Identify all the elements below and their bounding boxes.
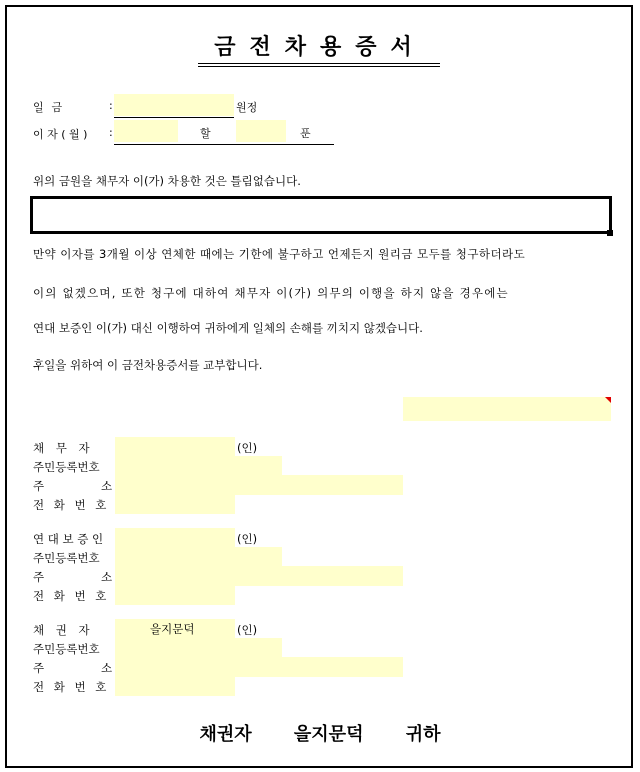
guarantor-seal: (인) <box>237 532 258 546</box>
paragraph-line-2: 이의 없겠으며, 또한 청구에 대하여 채무자 이(가) 의무의 이행을 하지 않을 경우에는 <box>33 286 509 300</box>
creditor-addr-label-1: 주 <box>33 661 45 675</box>
addressee-name: 을지문덕 <box>293 724 364 745</box>
creditor-name-value: 을지문덕 <box>150 622 195 636</box>
title-underline-double <box>198 66 440 67</box>
paragraph-line-3: 연대 보증인 이(가) 대신 이행하여 귀하에게 일체의 손해를 끼치지 않겠습니다. <box>33 321 423 335</box>
document-title: 금전차용증서 <box>214 35 426 60</box>
interest-label: 이 자 ( 월 ) <box>33 128 88 141</box>
debtor-id-label: 주민등록번호 <box>33 460 100 474</box>
guarantor-addr-label-1: 주 <box>33 570 45 584</box>
debtor-label: 채 무 자 <box>33 441 94 455</box>
debtor-id-field[interactable] <box>115 456 282 476</box>
guarantor-name-field[interactable] <box>115 528 235 548</box>
creditor-seal: (인) <box>237 623 258 637</box>
creditor-id-label: 주민등록번호 <box>33 642 100 656</box>
paragraph-line-1: 만약 이자를 3개월 이상 연체한 때에는 기한에 불구하고 언제든지 원리금 모두를 청구하더라도 <box>33 247 526 261</box>
comment-marker-icon <box>605 397 611 403</box>
selected-cell-box[interactable] <box>30 196 612 234</box>
guarantor-phone-field[interactable] <box>115 585 235 605</box>
debtor-seal: (인) <box>237 441 258 455</box>
guarantor-id-label: 주민등록번호 <box>33 551 100 565</box>
selection-handle[interactable] <box>607 230 613 236</box>
creditor-id-field[interactable] <box>115 638 282 658</box>
debtor-phone-field[interactable] <box>115 494 235 514</box>
interest-rate-field-1[interactable] <box>114 120 178 142</box>
paragraph-line-4: 후일을 위하여 이 금전차용증서를 교부합니다. <box>33 358 263 372</box>
interest-unit-2: 푼 <box>300 127 311 140</box>
principal-label: 일 금 <box>33 101 65 114</box>
principal-underline <box>114 117 234 118</box>
debtor-addr-label-1: 주 <box>33 479 45 493</box>
date-field[interactable] <box>403 397 611 421</box>
title-underline <box>198 63 440 64</box>
debtor-name-field[interactable] <box>115 437 235 457</box>
interest-colon: : <box>109 126 113 139</box>
creditor-address-field[interactable] <box>115 657 403 677</box>
debtor-phone-label: 전 화 번 호 <box>33 498 110 512</box>
addressee-honorific: 귀하 <box>405 724 441 745</box>
creditor-label: 채 권 자 <box>33 623 94 637</box>
debtor-addr-label-2: 소 <box>101 479 113 493</box>
creditor-phone-label: 전 화 번 호 <box>33 680 110 694</box>
guarantor-label: 연 대 보 증 인 <box>33 532 104 546</box>
creditor-addr-label-2: 소 <box>101 661 113 675</box>
guarantor-id-field[interactable] <box>115 547 282 567</box>
addressee-line <box>0 720 640 746</box>
statement-text: 위의 금원을 채무자 이(가) 차용한 것은 틀림없습니다. <box>33 174 301 188</box>
debtor-address-field[interactable] <box>115 475 403 495</box>
guarantor-phone-label: 전 화 번 호 <box>33 589 110 603</box>
interest-underline <box>114 144 334 145</box>
creditor-phone-field[interactable] <box>115 676 235 696</box>
guarantor-address-field[interactable] <box>115 566 403 586</box>
interest-unit-1: 할 <box>200 127 211 140</box>
principal-colon: : <box>109 99 113 112</box>
addressee-role: 채권자 <box>199 724 252 745</box>
interest-rate-field-2[interactable] <box>236 120 286 142</box>
principal-suffix: 원정 <box>236 101 258 114</box>
guarantor-addr-label-2: 소 <box>101 570 113 584</box>
principal-amount-field[interactable] <box>114 94 234 116</box>
